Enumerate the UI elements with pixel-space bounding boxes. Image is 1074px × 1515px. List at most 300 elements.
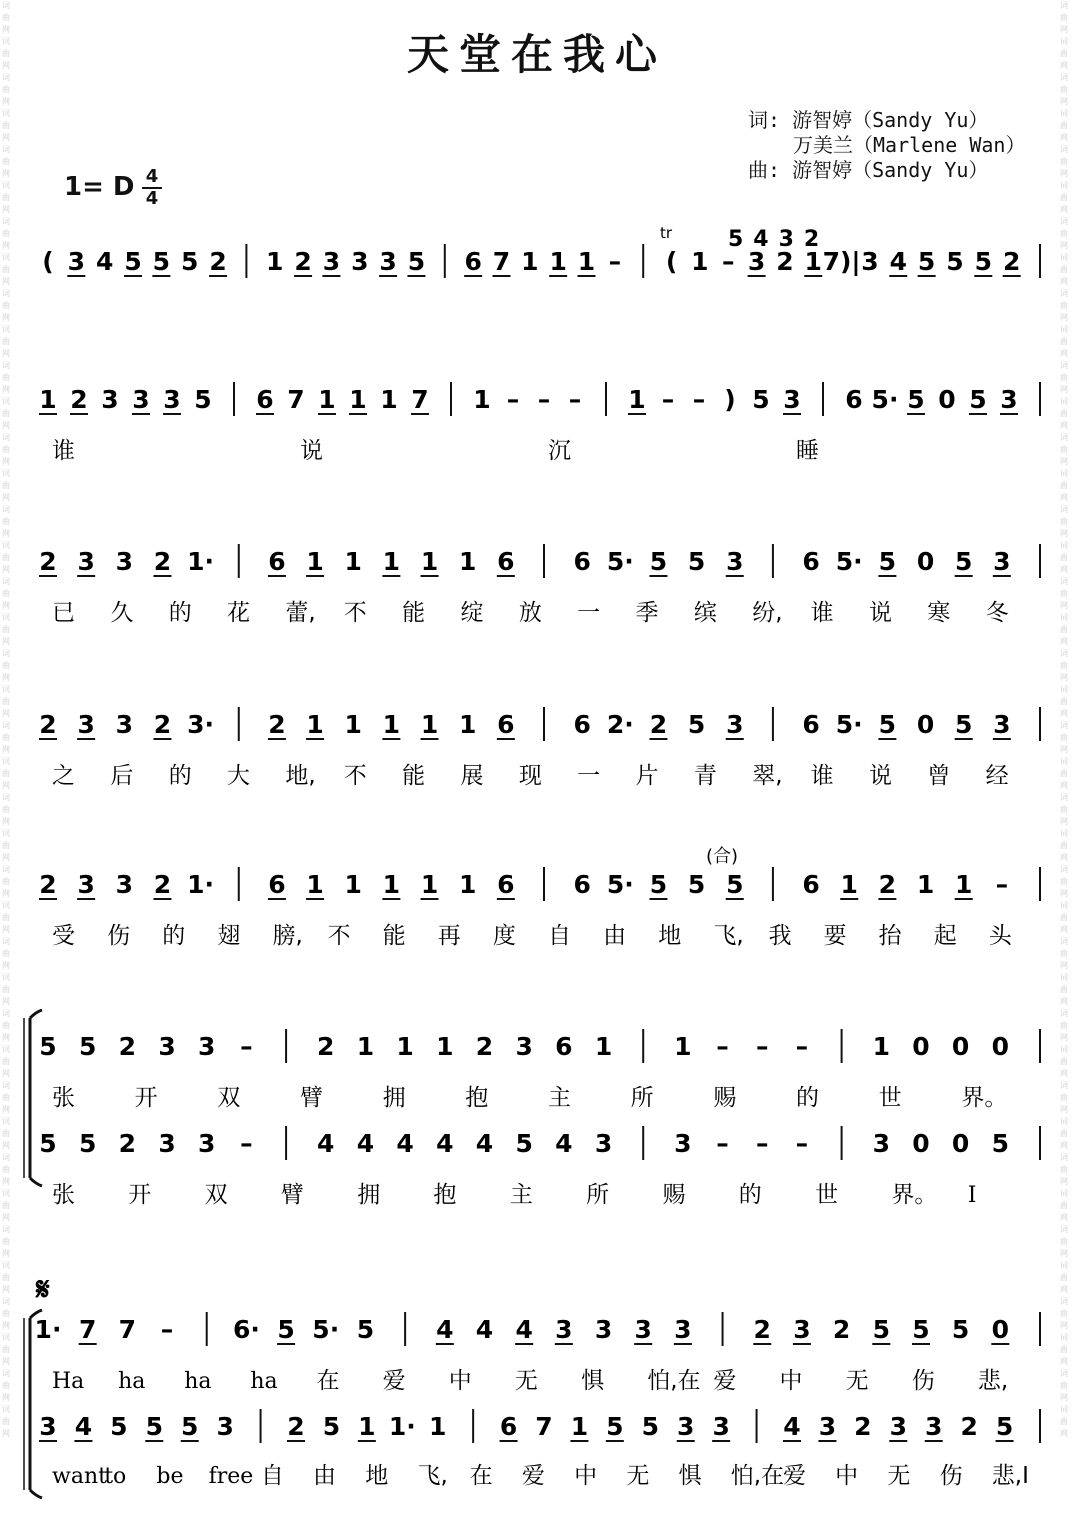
note: 6: [268, 870, 286, 899]
note: 1·: [187, 547, 215, 576]
lyric: 花: [227, 600, 251, 626]
note: ): [724, 385, 736, 414]
lyric: 谁: [52, 438, 75, 464]
lyric: 爱: [382, 1368, 406, 1394]
lyric: 中: [779, 1368, 803, 1394]
note: 2: [854, 1412, 872, 1441]
lyric: 臂: [280, 1182, 304, 1208]
lyric: 双: [204, 1182, 228, 1208]
trill-mark: tr: [660, 224, 673, 242]
lyric: 拥: [357, 1182, 381, 1208]
note: 5: [181, 247, 199, 276]
note: 4: [95, 247, 114, 276]
lyric: be: [156, 1464, 184, 1489]
note: 0: [912, 1032, 930, 1061]
note: 1: [594, 1032, 613, 1061]
lyric: 的: [162, 923, 186, 949]
note: 5·: [835, 547, 863, 576]
note: 3: [101, 385, 119, 414]
lyric: 已: [52, 600, 75, 626]
note: 1: [436, 1032, 454, 1061]
lyric: 久: [110, 600, 134, 626]
lyric: 界。: [961, 1085, 1008, 1111]
note: 3: [158, 1032, 176, 1061]
note: 1: [356, 1032, 375, 1061]
note: 1: [358, 1412, 376, 1441]
grace-notes: 5432: [728, 227, 830, 252]
note: 3: [67, 247, 86, 276]
note: 2: [153, 870, 172, 899]
lyric: 所: [630, 1085, 654, 1111]
note: 2: [317, 1032, 335, 1061]
lyric: 飞,: [417, 1463, 448, 1489]
lyric: 悲,: [977, 1368, 1009, 1394]
note: 6: [555, 1032, 573, 1061]
note: 4: [74, 1412, 93, 1441]
notes: [35, 247, 1021, 1441]
lyric: 翠,: [752, 763, 783, 789]
lyric: 度: [492, 923, 516, 949]
note: 3: [925, 1412, 943, 1441]
lyric: 所: [586, 1182, 610, 1208]
lyric: 大: [227, 763, 251, 789]
lyric: 惧: [581, 1368, 605, 1394]
credits-lyricist-line2: 万美兰（Marlene Wan）: [793, 133, 1026, 157]
note: 3: [726, 710, 744, 739]
note: 7: [287, 385, 305, 414]
note: 1: [420, 870, 439, 899]
lyric: 一: [577, 763, 601, 789]
note: 5: [407, 247, 426, 276]
note: 6: [573, 547, 591, 576]
lyric: 睡: [796, 438, 819, 464]
note: 0: [916, 710, 935, 739]
note: 5·: [835, 710, 863, 739]
note: 5: [726, 870, 744, 899]
lyric: 之: [52, 763, 75, 789]
note: 5: [954, 710, 973, 739]
note: 5: [649, 870, 668, 899]
note: 1: [473, 385, 491, 414]
note: 2: [294, 247, 312, 276]
note: 1: [344, 547, 362, 576]
note: 6: [802, 547, 820, 576]
note: 3: [726, 547, 744, 576]
note: 7: [535, 1412, 553, 1441]
lyric: 拥: [382, 1085, 406, 1111]
note: 6: [802, 710, 820, 739]
lyric: 无: [845, 1368, 869, 1394]
note: (: [42, 247, 54, 276]
note: 3: [115, 870, 134, 899]
note: 3: [77, 547, 95, 576]
note: 1: [521, 247, 539, 276]
watermark-left: 词曲网词曲网词曲网词曲网词曲网词曲网词曲网词曲网词曲网词曲网词曲网词曲网词曲网词曲网词曲网词曲网词曲网词曲网词曲网词曲网词曲网词曲网词曲网词曲网词曲网词曲网词曲网词曲网词曲网词曲网词曲网词曲网词曲网词曲网词曲网词曲网词曲网词曲网词曲网词曲网: [2, 1, 10, 1438]
note: 3: [889, 1412, 907, 1441]
lyric: Ha: [52, 1369, 85, 1394]
note: 5: [969, 385, 987, 414]
lyric: 开: [134, 1085, 158, 1111]
note: 1: [382, 547, 401, 576]
note: 1: [954, 870, 973, 899]
note: 5: [78, 1129, 97, 1158]
note: 2: [153, 547, 172, 576]
note: 1: [380, 385, 398, 414]
lyric: 翅: [217, 923, 241, 949]
note: 4: [783, 1412, 801, 1441]
note: 3: [712, 1412, 730, 1441]
note: 5: [752, 385, 770, 414]
lyric: 的: [796, 1085, 819, 1111]
note: 5: [356, 1315, 375, 1344]
lyric: 一: [577, 600, 601, 626]
note: 3: [39, 1412, 57, 1441]
note: 5: [152, 247, 171, 276]
note: 1: [349, 385, 367, 414]
note: 3: [793, 1315, 811, 1344]
note: 1: [420, 710, 439, 739]
note: 5·: [871, 385, 899, 414]
note: 5: [912, 1315, 930, 1344]
note: 5: [181, 1412, 199, 1441]
note: 7: [78, 1315, 97, 1344]
note: 3: [594, 1315, 613, 1344]
lyric: ha: [184, 1369, 212, 1394]
lyric: 无: [887, 1463, 911, 1489]
note: 5: [277, 1315, 295, 1344]
note: 5: [78, 1032, 97, 1061]
note: 5: [110, 1412, 128, 1441]
note: –: [721, 247, 735, 276]
note: 6: [256, 385, 274, 414]
note: –: [537, 385, 551, 414]
note: 2: [649, 710, 668, 739]
lyric: 爱: [521, 1463, 545, 1489]
key-signature: 1= D: [64, 172, 135, 202]
note: –: [795, 1129, 809, 1158]
note: –: [160, 1315, 174, 1344]
note: –: [716, 1129, 729, 1158]
note: 1: [674, 1032, 692, 1061]
note: 4: [515, 1315, 533, 1344]
note: 1: [458, 547, 477, 576]
lyric: 自: [260, 1463, 284, 1489]
lyric: 抬: [878, 923, 902, 949]
lyric: 蕾,: [285, 600, 316, 626]
lyric: 中: [574, 1463, 598, 1489]
note: 4: [317, 1129, 335, 1158]
note: 3: [379, 247, 397, 276]
note: 3: [77, 870, 95, 899]
note: 1: [872, 1032, 890, 1061]
note: 6: [573, 870, 591, 899]
note: –: [716, 1032, 729, 1061]
lyric: 惧: [678, 1463, 702, 1489]
note: 6: [499, 1412, 518, 1441]
lyric: 双: [217, 1085, 241, 1111]
note: 2: [878, 870, 897, 899]
note: 3: [198, 1129, 216, 1158]
lyric: 张: [52, 1182, 75, 1208]
note: –: [995, 870, 1009, 899]
note: 1: [306, 710, 324, 739]
note: 5: [687, 710, 706, 739]
note: –: [240, 1032, 253, 1061]
note: 3: [115, 547, 134, 576]
note: 1: [570, 1412, 589, 1441]
lyric: 开: [128, 1182, 152, 1208]
lyric: 要: [823, 923, 847, 949]
note: 4: [555, 1129, 573, 1158]
note: 5·: [606, 870, 634, 899]
lyric: 季: [635, 600, 659, 626]
note: 3: [594, 1129, 613, 1158]
note: –: [240, 1129, 253, 1158]
note: 3: [555, 1315, 573, 1344]
note: 1·: [187, 870, 215, 899]
note: 1: [266, 247, 284, 276]
note: 6: [497, 870, 515, 899]
note: 4: [356, 1129, 375, 1158]
note: 3: [198, 1032, 216, 1061]
lyric: 的: [168, 600, 192, 626]
note: 3: [674, 1129, 692, 1158]
note: 3: [115, 710, 134, 739]
note: 5·: [606, 547, 634, 576]
lyric: I: [967, 1183, 977, 1208]
note: 5: [917, 247, 936, 276]
note: 6: [845, 385, 863, 414]
note: 2: [209, 247, 227, 276]
note: 6: [497, 547, 515, 576]
lyric: 曾: [927, 763, 951, 789]
note: 1: [344, 710, 362, 739]
note: 7: [492, 247, 511, 276]
note: 5: [649, 547, 668, 576]
note: 3: [677, 1412, 695, 1441]
note: 2: [39, 547, 57, 576]
credits-lyricist-line1: 词: 游智婷（Sandy Yu）: [748, 108, 989, 132]
lyric: ha: [250, 1369, 278, 1394]
lyric: 能: [402, 600, 426, 626]
note: –: [795, 1032, 809, 1061]
lyric: 谁: [810, 763, 834, 789]
note: 2: [960, 1412, 978, 1441]
note: 1: [344, 870, 362, 899]
note: 1: [458, 710, 477, 739]
lyric: 膀,: [272, 923, 303, 949]
note: 5: [145, 1412, 163, 1441]
lyric: 不: [327, 923, 351, 949]
lyric: 的: [168, 763, 192, 789]
note: 0: [951, 1129, 970, 1158]
note: 2: [753, 1315, 771, 1344]
lyric: 在: [316, 1368, 340, 1394]
lyric: 世: [878, 1085, 902, 1111]
note: 5: [878, 710, 897, 739]
note: 4: [475, 1315, 494, 1344]
note: 2: [475, 1032, 494, 1061]
note: 4: [475, 1129, 494, 1158]
note: 5: [907, 385, 925, 414]
note: 5: [194, 385, 212, 414]
note: 5: [995, 1412, 1014, 1441]
note: 5: [946, 247, 964, 276]
note: 1·: [34, 1315, 62, 1344]
note: 6·: [232, 1315, 260, 1344]
lyric: 纷,: [752, 600, 783, 626]
note: 3: [993, 547, 1011, 576]
lyric: 地,: [285, 763, 316, 789]
note: 5: [39, 1129, 57, 1158]
note: 7: [411, 385, 429, 414]
note: 1: [306, 547, 324, 576]
note: 5: [687, 547, 706, 576]
lyric: 不: [343, 763, 367, 789]
note: 1: [549, 247, 567, 276]
lyric: 起: [933, 923, 957, 949]
note: 3: [674, 1315, 692, 1344]
note: –: [661, 385, 675, 414]
lyric: 地: [658, 923, 682, 949]
note: –: [755, 1032, 769, 1061]
lyric: 冬: [985, 600, 1009, 626]
note: 5: [124, 247, 142, 276]
lyric: 主: [548, 1085, 571, 1111]
note: 3: [993, 710, 1011, 739]
note: 3: [861, 247, 879, 276]
note: 2: [153, 710, 172, 739]
lyric: 主: [509, 1182, 533, 1208]
note: 3: [515, 1032, 533, 1061]
lyric: 张: [52, 1085, 75, 1111]
lyric: 寒: [927, 600, 951, 626]
credits-composer-line: 曲: 游智婷（Sandy Yu）: [748, 158, 989, 182]
note: 5: [641, 1412, 659, 1441]
note: 5: [872, 1315, 890, 1344]
note: 4: [396, 1129, 414, 1158]
note: 2: [70, 385, 88, 414]
note: 3: [872, 1129, 890, 1158]
note: 2: [832, 1315, 851, 1344]
note: 1: [691, 247, 709, 276]
note: 1: [382, 710, 401, 739]
note: 6: [268, 547, 286, 576]
note: 2: [287, 1412, 305, 1441]
note: 1: [628, 385, 646, 414]
lyric: 绽: [460, 600, 484, 626]
note: 0: [938, 385, 956, 414]
note: 3: [634, 1315, 652, 1344]
note: 3: [158, 1129, 176, 1158]
note: 2: [118, 1129, 137, 1158]
note: 3: [783, 385, 801, 414]
lyric: 抱: [465, 1085, 489, 1111]
lyric: 不: [343, 600, 367, 626]
note: (: [665, 247, 678, 276]
note: –: [568, 385, 582, 414]
lyric: 片: [635, 763, 659, 789]
lyric: 伤: [107, 923, 131, 949]
lyric: 爱: [782, 1463, 806, 1489]
note: 1: [396, 1032, 414, 1061]
note: 0: [912, 1129, 930, 1158]
lyric: 头: [988, 923, 1012, 949]
note: 2: [39, 870, 57, 899]
lyric: 青: [693, 763, 717, 789]
lyric: 缤: [693, 600, 717, 626]
note: 1: [420, 547, 439, 576]
lyric: 爱: [713, 1368, 737, 1394]
lyric: 能: [402, 763, 426, 789]
watermark-right: 词曲网词曲网词曲网词曲网词曲网词曲网词曲网词曲网词曲网词曲网词曲网词曲网词曲网词曲网词曲网词曲网词曲网词曲网词曲网词曲网词曲网词曲网词曲网词曲网词曲网词曲网词曲网词曲网词曲网词曲网词曲网词曲网词曲网词曲网词曲网词曲网词曲网词曲网词曲网词曲网: [1060, 1, 1068, 1438]
note: 5: [687, 870, 706, 899]
note: 0: [951, 1032, 970, 1061]
lyric: free: [208, 1464, 254, 1489]
lyric: 再: [437, 923, 461, 949]
lyric: 臂: [300, 1085, 323, 1111]
lyric: 无: [514, 1368, 538, 1394]
note: 1: [306, 870, 324, 899]
note: 5: [515, 1129, 533, 1158]
note: 5: [322, 1412, 341, 1441]
lyric: 能: [382, 923, 406, 949]
lyric: 由: [313, 1463, 337, 1489]
note: 0: [916, 547, 935, 576]
note: 1: [804, 247, 822, 276]
note: 3·: [187, 710, 215, 739]
note: 3: [747, 247, 766, 276]
note: 1·: [388, 1412, 416, 1441]
note: 3: [77, 710, 95, 739]
note: –: [506, 385, 520, 414]
note: 2: [118, 1032, 137, 1061]
lyric: 地: [365, 1463, 389, 1489]
lyric: 的: [738, 1182, 762, 1208]
lyric: 无: [626, 1463, 650, 1489]
note: 5: [991, 1129, 1010, 1158]
note: 6: [497, 710, 515, 739]
note: 6: [573, 710, 591, 739]
note: 5: [974, 247, 993, 276]
note: 3: [1000, 385, 1018, 414]
lyric: 后: [110, 763, 134, 789]
lyric: 沉: [548, 438, 571, 464]
note: –: [608, 247, 622, 276]
lyric: 伤: [939, 1463, 963, 1489]
lyric: 谁: [810, 600, 834, 626]
note: 6: [464, 247, 482, 276]
note: 4: [436, 1129, 454, 1158]
note: 3: [216, 1412, 234, 1441]
note: –: [692, 385, 706, 414]
note: 1: [39, 385, 57, 414]
note: 2·: [606, 710, 634, 739]
lyric: want: [52, 1464, 107, 1489]
lyric: 赐: [713, 1085, 737, 1111]
note: 3: [351, 247, 369, 276]
lyric: 悲,I: [991, 1463, 1029, 1489]
note: –: [755, 1129, 769, 1158]
note: 5: [606, 1412, 624, 1441]
note: 5: [39, 1032, 57, 1061]
lyric: 受: [52, 923, 75, 949]
note: 2: [776, 247, 794, 276]
lyric: 由: [603, 923, 627, 949]
lyric: 经: [985, 763, 1009, 789]
note: 1: [458, 870, 477, 899]
song-title: 天堂在我心: [406, 30, 667, 79]
